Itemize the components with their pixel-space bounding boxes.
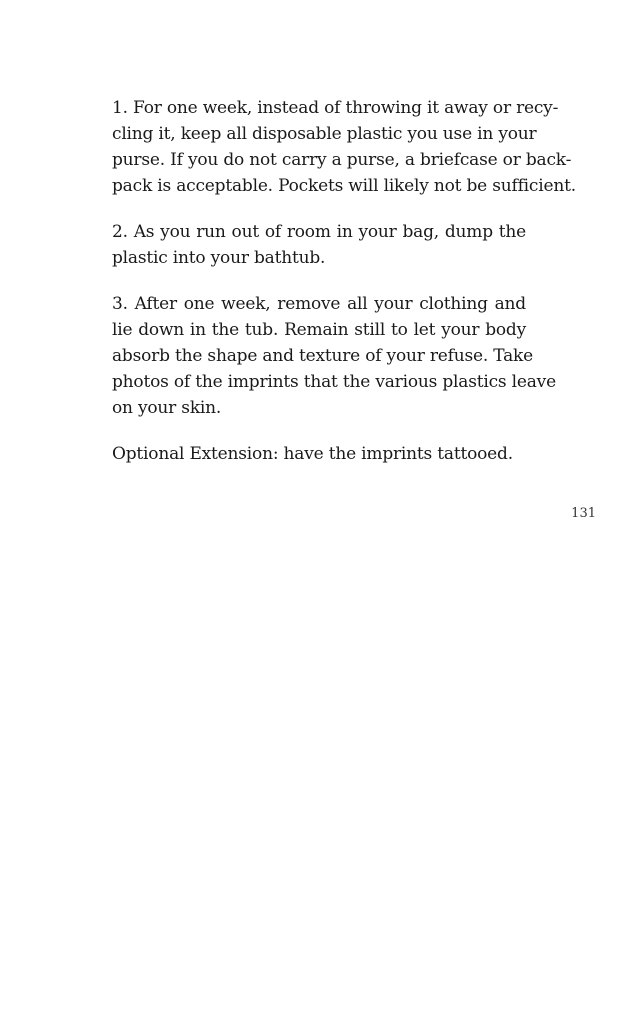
- text-line: Optional Extension: have the imprints tattooed.: [112, 444, 513, 464]
- optional-extension-paragraph: [112, 441, 526, 467]
- text-line: 3. After one week, remove all your clothing and: [112, 294, 526, 314]
- text-line: 1. For one week, instead of throwing it away or recy-: [112, 98, 559, 118]
- text-line: lie down in the tub. Remain still to let your body: [112, 320, 526, 340]
- text-line: plastic into your bathtub.: [112, 248, 326, 268]
- text-line: 2. As you run out of room in your bag, dump the: [112, 222, 526, 242]
- step-1-paragraph: [112, 95, 576, 199]
- text-line: cling it, keep all disposable plastic you use in your: [112, 124, 537, 144]
- text-line: photos of the imprints that the various plastics leave: [112, 372, 556, 392]
- body-text: [112, 95, 576, 467]
- text-line: purse. If you do not carry a purse, a briefcase or back-: [112, 150, 572, 170]
- text-line: absorb the shape and texture of your refuse. Take: [112, 346, 533, 366]
- step-2-paragraph: [112, 219, 526, 271]
- step-3-paragraph: [112, 291, 556, 421]
- text-line: pack is acceptable. Pockets will likely not be sufficient.: [112, 176, 576, 196]
- text-line: on your skin.: [112, 398, 222, 418]
- page-number: 131: [571, 506, 596, 521]
